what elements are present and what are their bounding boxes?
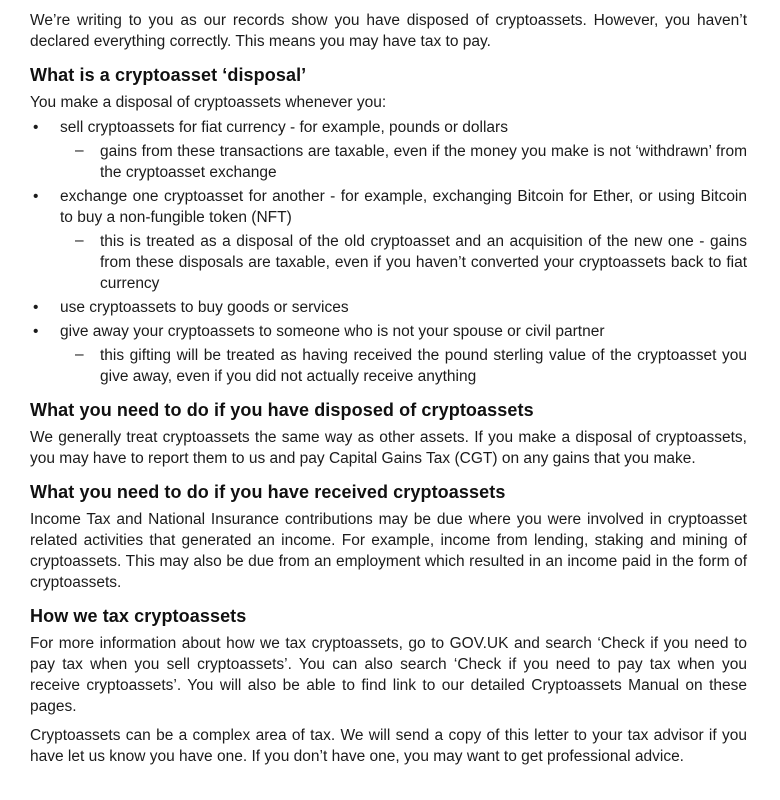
sub-bullet-item — [60, 231, 747, 294]
lead-paragraph: You make a disposal of cryptoassets whenever you: — [30, 94, 387, 111]
sub-bullet-text: this is treated as a disposal of the old cryptoasset and an acquisition of the new one - gains from these disposals are taxable, even if you haven’t converted your cryptoassets back to fiat currency — [100, 233, 747, 292]
bullet-text: give away your cryptoassets to someone who is not your spouse or civil partner — [60, 323, 605, 340]
intro-paragraph: We’re writing to you as our records show you have disposed of cryptoassets. However, you haven’t declared everything correctly. This means you may have tax to pay. — [30, 12, 747, 50]
bullet-text: exchange one cryptoasset for another - for example, exchanging Bitcoin for Ether, or using Bitcoin to buy a non-fungible token (NFT) — [60, 188, 747, 226]
heading-what-is-a-cryptoasset-disposal: What is a cryptoasset ‘disposal’ — [30, 65, 307, 85]
heading-disposed-of-cryptoassets: What you need to do if you have disposed of cryptoassets — [30, 400, 534, 420]
sub-bullet-item — [60, 345, 747, 387]
bullet-item-use — [30, 297, 747, 318]
paragraph-how-we-tax: For more information about how we tax cryptoassets, go to GOV.UK and search ‘Check if you need to pay tax when you sell cryptoassets’. You can also search ‘Check if you need to pay tax when you receive cryptoassets’. You will also be able to find link to our detailed Cryptoassets Manual on these pages. — [30, 635, 747, 715]
paragraph-received: Income Tax and National Insurance contributions may be due where you were involved in cryptoasset related activities that generated an income. For example, income from lending, staking and mining of cryptoassets. This may also be due from an employment which resulted in an income paid in the form of cryptoassets. — [30, 511, 747, 591]
sub-bullet-text: gains from these transactions are taxable, even if the money you make is not ‘withdrawn’ from the cryptoasset exchange — [100, 143, 747, 181]
bullet-text: use cryptoassets to buy goods or services — [60, 299, 349, 316]
dash-icon: – — [75, 232, 84, 249]
bullet-icon: • — [33, 323, 39, 340]
bullet-item-give-away — [30, 321, 747, 387]
sub-bullet-item — [60, 141, 747, 183]
paragraph-complex-area: Cryptoassets can be a complex area of tax. We will send a copy of this letter to your tax advisor if you have let us know you have one. If you don’t have one, you may want to get professional advice. — [30, 727, 747, 765]
heading-received-cryptoassets: What you need to do if you have received cryptoassets — [30, 482, 506, 502]
bullet-icon: • — [33, 188, 39, 205]
sub-bullet-text: this gifting will be treated as having received the pound sterling value of the cryptoasset you give away, even if you did not actually receive anything — [100, 347, 747, 385]
bullet-icon: • — [33, 119, 39, 136]
disposal-bullet-list — [30, 117, 747, 387]
paragraph-disposed: We generally treat cryptoassets the same way as other assets. If you make a disposal of cryptoassets, you may have to report them to us and pay Capital Gains Tax (CGT) on any gains that you make. — [30, 429, 747, 467]
bullet-text: sell cryptoassets for fiat currency - for example, pounds or dollars — [60, 119, 508, 136]
dash-icon: – — [75, 346, 84, 363]
bullet-item-exchange — [30, 186, 747, 294]
bullet-item-sell — [30, 117, 747, 183]
heading-how-we-tax-cryptoassets: How we tax cryptoassets — [30, 606, 247, 626]
dash-icon: – — [75, 142, 84, 159]
bullet-icon: • — [33, 299, 39, 316]
